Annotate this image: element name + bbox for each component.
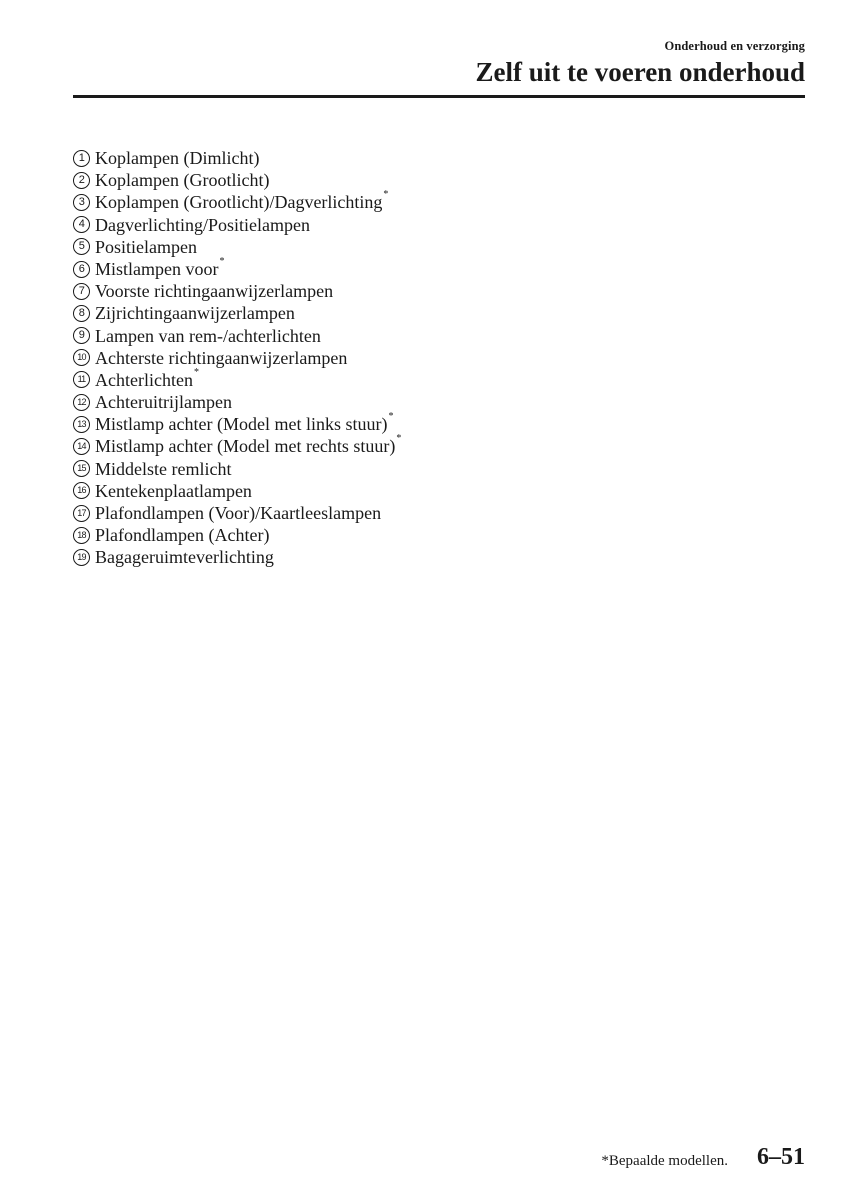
footnote-mark: * [388,411,394,423]
legend-item [73,214,401,236]
legend-text: Achteruitrijlampen [95,392,232,413]
legend-number: 1 [73,150,90,167]
legend-text: Mistlampen voor [95,258,219,279]
legend-number: 13 [73,416,90,433]
legend-text: Lampen van rem-/achterlichten [95,325,321,346]
legend-item [73,169,401,191]
footnote-mark: * [193,366,199,378]
legend-item [73,191,401,213]
footnote-mark: * [396,433,402,445]
legend-item [73,236,401,258]
legend-number: 16 [73,482,90,499]
legend-item [73,347,401,369]
legend-number: 8 [73,305,90,322]
legend-item [73,391,401,413]
page-number: 6–51 [757,1144,805,1170]
legend-item [73,280,401,302]
legend-text: Zijrichtingaanwijzerlampen [95,303,295,324]
legend-number: 2 [73,172,90,189]
legend-text: Voorste richtingaanwijzerlampen [95,281,334,302]
legend-text: Positielampen [95,236,197,257]
legend-number: 17 [73,505,90,522]
legend-text: Koplampen (Grootlicht) [95,170,270,191]
legend-text: Kentekenplaatlampen [95,480,252,501]
legend-item [73,435,401,457]
legend-item [73,147,401,169]
legend-list [73,147,401,569]
legend-text: Middelste remlicht [95,458,232,479]
legend-number: 19 [73,549,90,566]
legend-text: Koplampen (Grootlicht)/Dagverlichting [95,192,383,213]
title-rule [73,95,805,98]
page-title: Zelf uit te voeren onderhoud [475,57,805,87]
legend-number: 14 [73,438,90,455]
legend-text: Achterste richtingaanwijzerlampen [95,347,348,368]
footnote: *Bepaalde modellen. [601,1153,728,1169]
legend-number: 9 [73,327,90,344]
legend-item [73,413,401,435]
legend-number: 12 [73,394,90,411]
legend-item [73,366,401,391]
legend-number: 4 [73,216,90,233]
legend-item [73,524,401,546]
legend-number: 18 [73,527,90,544]
footnote-mark: * [383,189,389,201]
legend-number: 11 [73,371,90,388]
legend-item [73,255,401,280]
legend-text: Mistlamp achter (Model met rechts stuur) [95,436,396,457]
legend-text: Plafondlampen (Achter) [95,525,270,546]
section-label: Onderhoud en verzorging [664,39,805,53]
legend-item [73,546,401,568]
legend-text: Achterlichten [95,369,193,390]
legend-text: Koplampen (Dimlicht) [95,148,260,168]
legend-number: 10 [73,349,90,366]
legend-number: 6 [73,261,90,278]
footnote-mark: * [219,255,225,267]
legend-number: 7 [73,283,90,300]
legend-text: Bagageruimteverlichting [95,547,274,568]
legend-number: 5 [73,238,90,255]
legend-item [73,480,401,502]
legend-text: Mistlamp achter (Model met links stuur) [95,414,388,435]
legend-text: Plafondlampen (Voor)/Kaartleeslampen [95,503,382,523]
legend-item [73,325,401,347]
legend-text: Dagverlichting/Positielampen [95,214,310,235]
legend-item [73,302,401,324]
legend-number: 3 [73,194,90,211]
legend-number: 15 [73,460,90,477]
legend-item [73,502,401,524]
legend-item [73,458,401,480]
